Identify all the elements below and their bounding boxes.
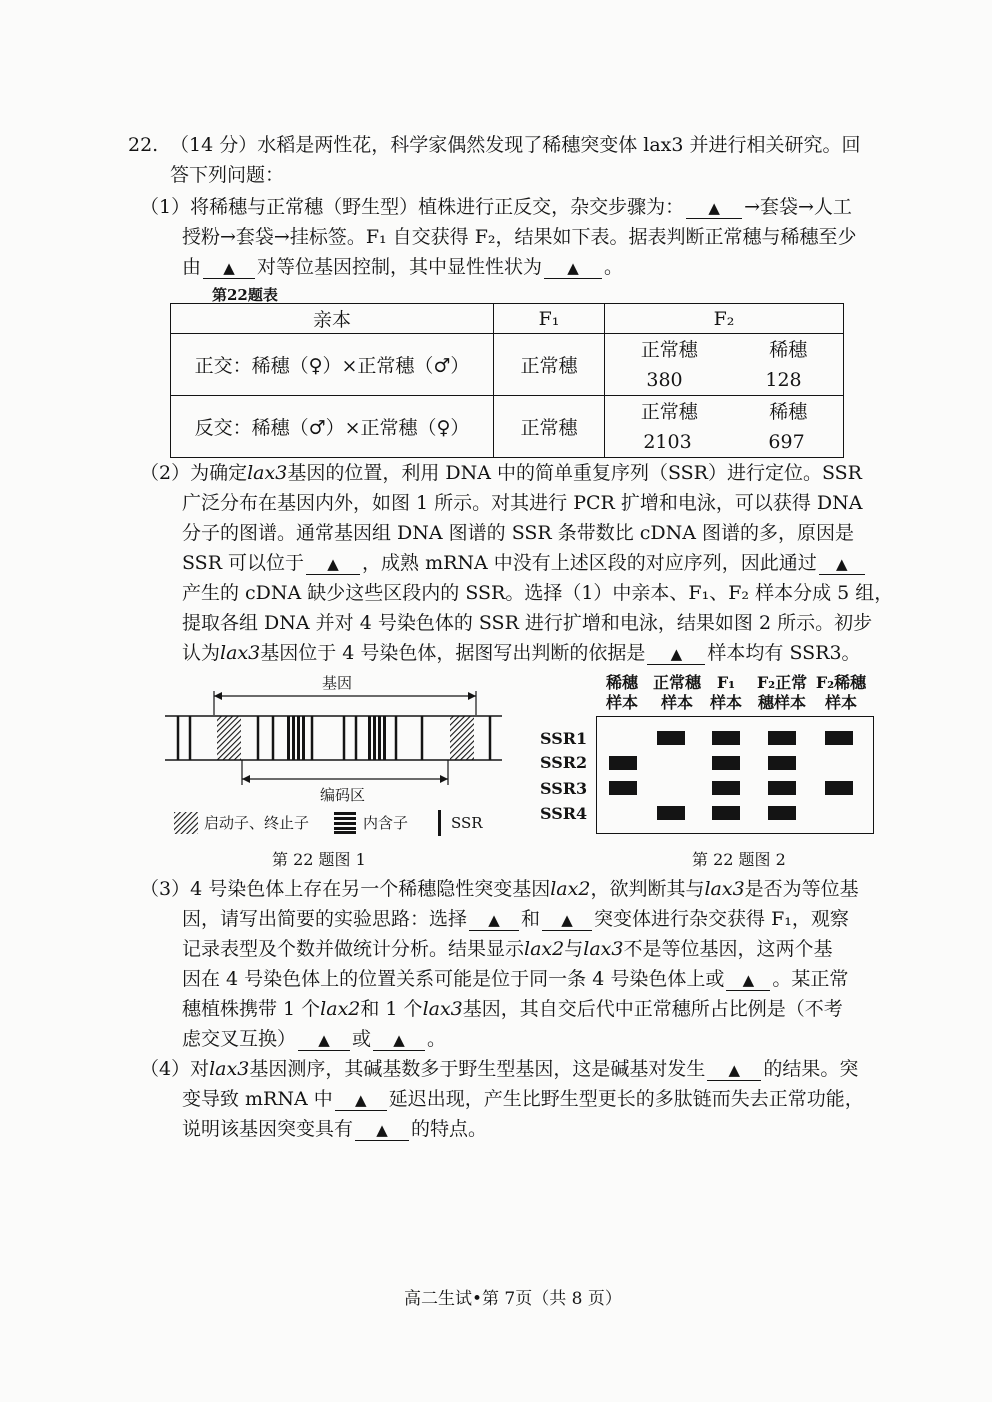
- part3-line3: 记录表型及个数并做统计分析。结果显示lax2与lax3不是等位基因，这两个基: [182, 938, 833, 960]
- legend-intron-label: 内含子: [363, 814, 409, 832]
- part2-line3: 分子的图谱。通常基因组 DNA 图谱的 SSR 条带数比 cDNA 图谱的多，原因是: [182, 522, 855, 544]
- ssr-legend-icon: [438, 810, 441, 836]
- column-header: 稀穗 样本: [605, 673, 638, 712]
- question-intro-line2: 答下列问题：: [170, 164, 285, 186]
- gel-band: [657, 731, 685, 745]
- gel-band: [768, 731, 796, 745]
- page-footer: 高二生试•第 7页（共 8 页）: [404, 1289, 622, 1309]
- gel-band: [609, 756, 637, 770]
- part4-line3: 说明该基因突变具有 ▲ 的特点。: [182, 1118, 488, 1140]
- table-row: [171, 334, 844, 396]
- table-cell-parent: 正交：稀穗（♀）×正常穗（♂）: [171, 334, 494, 396]
- part3-line2: 因，请写出简要的实验思路：选择 ▲ 和 ▲ 突变体进行杂交获得 F₁，观察: [182, 908, 849, 930]
- part2-line7: 认为lax3基因位于 4 号染色体，据图写出判断的依据是 ▲ 样本均有 SSR3。: [182, 642, 861, 664]
- table-cell-parent: 反交：稀穗（♂）×正常穗（♀）: [171, 396, 494, 458]
- legend-ssr-label: SSR: [451, 814, 483, 832]
- answer-blank[interactable]: ▲: [355, 1119, 409, 1141]
- gel-band: [712, 781, 740, 795]
- answer-blank[interactable]: ▲: [335, 1089, 387, 1111]
- gel-band: [609, 781, 637, 795]
- part3-line6: 虑交叉互换） ▲ 或 ▲ 。: [182, 1028, 447, 1050]
- row-label: SSR2: [540, 753, 588, 772]
- part1-text: →套袋→人工: [744, 196, 852, 218]
- part4-line1: （4）对lax3基因测序，其碱基数多于野生型基因，这是碱基对发生 ▲ 的结果。突: [140, 1058, 859, 1080]
- column-header: 正常穗 样本: [652, 673, 701, 712]
- part4-line2: 变导致 mRNA 中 ▲ 延迟出现，产生比野生型更长的多肽链而失去正常功能，: [182, 1088, 864, 1110]
- column-header: F₁ 样本: [709, 673, 742, 712]
- gel-band: [768, 781, 796, 795]
- part1-line2: 授粉→套袋→挂标签。F₁ 自交获得 F₂，结果如下表。据表判断正常穗与稀穗至少: [182, 226, 857, 248]
- answer-blank[interactable]: ▲: [469, 909, 519, 931]
- gel-band: [768, 806, 796, 820]
- part3-line4: 因在 4 号染色体上的位置关系可能是位于同一条 4 号染色体上或 ▲ 。某正常: [182, 968, 849, 990]
- answer-blank[interactable]: ▲: [298, 1029, 350, 1051]
- gel-band: [825, 781, 853, 795]
- table-cell-f1: 正常穗: [494, 334, 605, 396]
- answer-blank[interactable]: ▲: [203, 257, 255, 279]
- column-header: F₂正常 穗样本: [756, 673, 808, 712]
- table-caption: 第22题表: [212, 286, 278, 304]
- gel-band: [825, 731, 853, 745]
- answer-blank[interactable]: ▲: [726, 969, 770, 991]
- part3-line1: （3）4 号染色体上存在另一个稀穗隐性突变基因lax2，欲判断其与lax3是否为等位基: [140, 878, 859, 900]
- intron-legend-icon: [334, 812, 356, 834]
- table-row: [171, 396, 844, 458]
- gel-band: [657, 806, 685, 820]
- results-table: [170, 303, 844, 458]
- answer-blank[interactable]: ▲: [647, 643, 705, 665]
- part1-text: （1）将稀穗与正常穗（野生型）植株进行正反交，杂交步骤为：: [140, 196, 685, 218]
- answer-blank[interactable]: ▲: [819, 553, 865, 575]
- answer-blank[interactable]: ▲: [373, 1029, 425, 1051]
- promoter-region: [217, 716, 241, 760]
- answer-blank[interactable]: ▲: [542, 909, 592, 931]
- answer-blank[interactable]: ▲: [686, 197, 742, 219]
- part2-line2: 广泛分布在基因内外，如图 1 所示。对其进行 PCR 扩增和电泳，可以获得 DNA: [182, 492, 863, 514]
- row-label: SSR1: [540, 729, 588, 748]
- table-header: F₂: [605, 304, 844, 334]
- part3-line5: 穗植株携带 1 个lax2和 1 个lax3基因，其自交后代中正常穗所占比例是（不考: [182, 998, 843, 1020]
- part1-line1: [140, 194, 852, 220]
- legend-promoter-label: 启动子、终止子: [204, 814, 310, 832]
- answer-blank[interactable]: ▲: [707, 1059, 761, 1081]
- answer-blank[interactable]: ▲: [544, 257, 602, 279]
- part2-line4: SSR 可以位于 ▲ ，成熟 mRNA 中没有上述区段的对应序列，因此通过 ▲: [182, 550, 867, 576]
- gel-band: [712, 806, 740, 820]
- table-header: F₁: [494, 304, 605, 334]
- table-cell-f2: 正常穗 稀穗 380 128: [605, 334, 844, 396]
- promoter-legend-icon: [174, 812, 198, 834]
- table-cell-f2: 正常穗 稀穗 2103 697: [605, 396, 844, 458]
- row-label: SSR3: [540, 779, 588, 798]
- gel-band: [712, 731, 740, 745]
- gene-label: 基因: [322, 674, 353, 692]
- coding-region-label: 编码区: [320, 786, 366, 804]
- terminator-region: [450, 716, 474, 760]
- gel-band: [712, 756, 740, 770]
- row-label: SSR4: [540, 804, 588, 823]
- figure-2-caption: 第 22 题图 2: [692, 850, 786, 869]
- figure-1-caption: 第 22 题图 1: [272, 850, 366, 869]
- question-number: 22.: [128, 134, 159, 156]
- answer-blank[interactable]: ▲: [306, 553, 360, 575]
- column-header: F₂稀穗 样本: [815, 673, 867, 712]
- gel-band: [768, 756, 796, 770]
- part1-line3: 由 ▲ 对等位基因控制，其中显性性状为 ▲ 。: [182, 256, 624, 278]
- part2-line1: （2）为确定lax3基因的位置，利用 DNA 中的简单重复序列（SSR）进行定位。SSR: [140, 462, 862, 484]
- part2-line6: 提取各组 DNA 并对 4 号染色体的 SSR 进行扩增和电泳，结果如图 2 所示。初步: [182, 612, 873, 634]
- part2-line5: 产生的 cDNA 缺少这些区段内的 SSR。选择（1）中亲本、F₁、F₂ 样本分成 5 组，: [182, 582, 894, 604]
- question-intro-line1: （14 分）水稻是两性花，科学家偶然发现了稀穗突变体 lax3 并进行相关研究。回: [170, 134, 861, 156]
- table-header: 亲本: [171, 304, 494, 334]
- table-cell-f1: 正常穗: [494, 396, 605, 458]
